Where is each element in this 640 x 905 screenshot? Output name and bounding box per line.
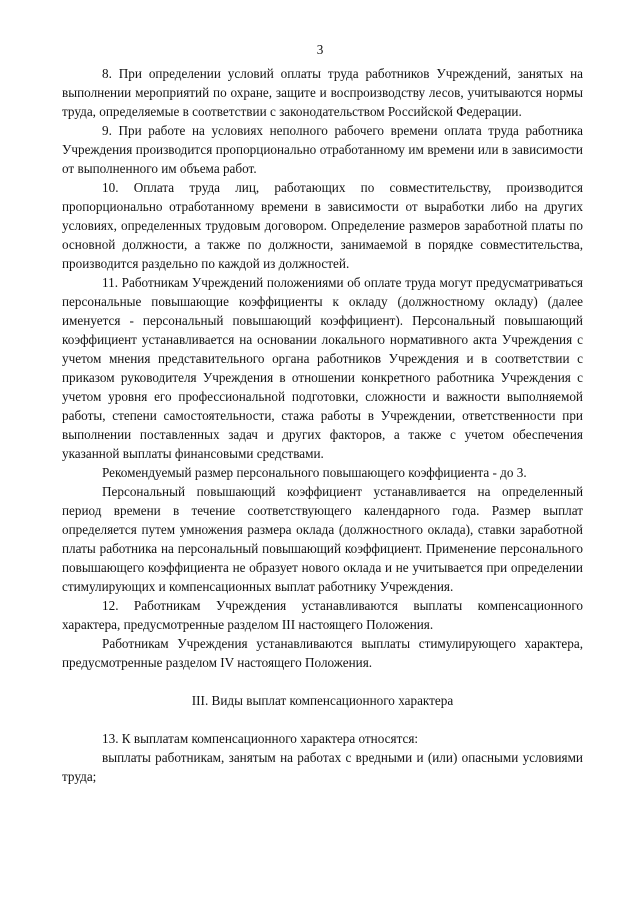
paragraph-11-coefficient-size: Рекомендуемый размер персонального повышающего коэффициента - до 3. [102,465,527,480]
paragraph-12: 12. Работникам Учреждения устанавливаются выплаты компенсационного характера, предусмотренные разделом III настоящего Положения. [62,598,583,632]
spacer [62,710,583,729]
paragraph-13-item-1: выплаты работникам, занятым на работах с вредными и (или) опасными условиями труда; [62,750,583,784]
document-body [62,64,583,786]
paragraph-10: 10. Оплата труда лиц, работающих по совместительству, производится пропорционально отработанному времени в зависимости от выработки либо на других условиях, определенных трудовым договором. Определение размеров заработной платы по основной должности, а также по должности, занимаемой в порядке совместительства, производится раздельно по каждой из должностей. [62,180,583,271]
spacer [62,672,583,691]
paragraph-9: 9. При работе на условиях неполного рабочего времени оплата труда работника Учреждения производится пропорционально отработанному им времени или в зависимости от выполненного им объема работ. [62,123,583,176]
paragraph-8: 8. При определении условий оплаты труда работников Учреждений, занятых на выполнении мероприятий по охране, защите и воспроизводству лесов, учитываются нормы труда, определяемые в соответствии с законодательством Российской Федерации. [62,66,583,119]
page-number: 3 [316,42,324,57]
section-heading: III. Виды выплат компенсационного характера [191,693,454,708]
paragraph-11: 11. Работникам Учреждений положениями об оплате труда могут предусматриваться персональные повышающие коэффициенты к окладу (должностному окладу) (далее именуется - персональный повышающий коэффициент). Персональный повышающий коэффициент устанавливается на основании локального нормативного акта Учреждения с учетом мнения представительного органа работников Учреждения и в соответствии с приказом руководителя Учреждения в отношении конкретного работника Учреждения с учетом уровня его профессиональной подготовки, сложности и важности выполняемой работы, степени самостоятельности, стажа работы в Учреждении, ответственности при выполнении поставленных задач и других факторов, а также с учетом обеспечения указанной выплаты финансовыми средствами. [62,275,583,461]
paragraph-13: 13. К выплатам компенсационного характера относятся: [102,731,419,746]
paragraph-11-coefficient-period: Персональный повышающий коэффициент устанавливается на определенный период времени в течение соответствующего календарного года. Размер выплат определяется путем умножения размера оклада (должностного оклада), ставки заработной платы работника на персональный повышающий коэффициент. Применение персонального повышающего коэффициента не образует нового оклада и не учитывается при определении стимулирующих и компенсационных выплат работнику Учреждения. [62,484,583,594]
paragraph-12-stimulating: Работникам Учреждения устанавливаются выплаты стимулирующего характера, предусмотренные разделом IV настоящего Положения. [62,636,583,670]
